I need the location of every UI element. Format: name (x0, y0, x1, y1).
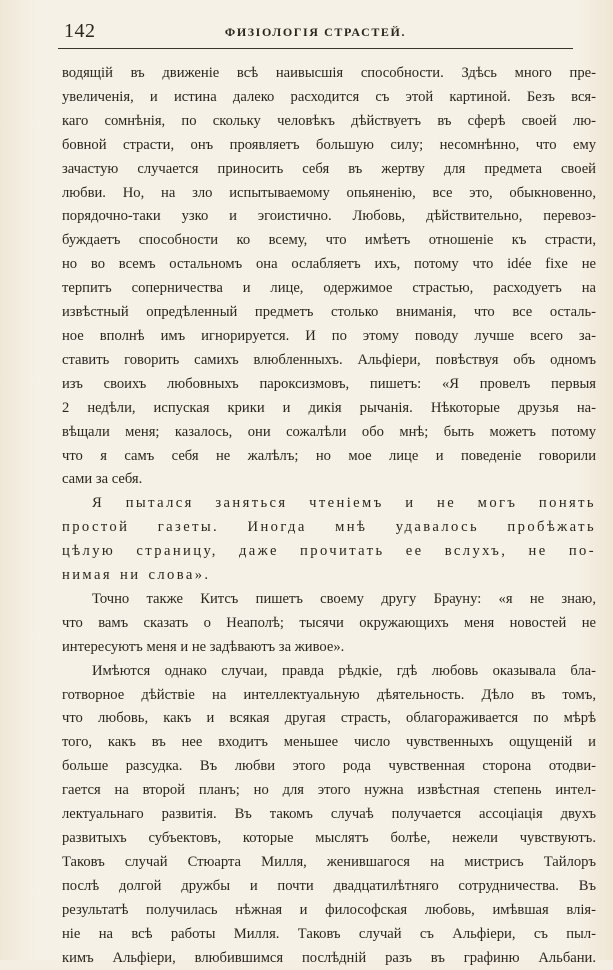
text-line: что вамъ сказать о Неаполѣ; тысячи окружающихъ меня новостей не (62, 614, 596, 631)
body-text (62, 62, 596, 970)
text-line: буждаетъ способности ко всему, что имѣетъ отношенiе къ страсти, (62, 232, 596, 249)
text-line: нiе на всѣ работы Милля. Таковъ случай съ Альфiери, съ пыл- (62, 925, 596, 942)
quote-line: Я пытался заняться чтенiемъ и не могъ понять (92, 495, 596, 512)
text-line: любви. Но, на зло испытываемому опьяненiю, все это, обыкновенно, (62, 184, 596, 201)
page-number: 142 (64, 20, 96, 42)
text-line: результатѣ получилась нѣжная и философская любовь, имѣвшая влiя- (62, 901, 596, 918)
quote-line: нимая ни слова». (62, 567, 211, 584)
text-line: развитыхъ субъектовъ, которые мыслятъ болѣе, нежели чувствуютъ. (62, 830, 596, 846)
text-line: бовной страсти, онъ проявляетъ большую силу; несомнѣнно, что ему (62, 136, 596, 153)
text-line: ставить говорить самихъ влюбленныхъ. Альфiери, повѣствуя объ одномъ (62, 351, 596, 368)
text-line: Имѣются однако случаи, правда рѣдкiе, гдѣ любовь оказывала бла- (92, 662, 596, 679)
text-line: готворное дѣйствiе на интеллектуальную дѣятельность. Дѣло въ томъ, (62, 686, 596, 703)
text-line: больше разсудка. Въ любви этого рода чувственная сторона отодви- (62, 758, 596, 775)
quote-line: цѣлую страницу, даже прочитать ее вслухъ, не по- (62, 543, 596, 560)
text-line: порядочно-таки узко и эгоистично. Любовь, дѣйствительно, перевоз- (62, 208, 596, 225)
text-line: сами за себя. (62, 471, 143, 488)
text-line: послѣ долгой дружбы и почти двадцатилѣтняго сотрудничества. Въ (62, 877, 596, 894)
text-line: водящiй въ движенiе всѣ наивысшiя способности. Здѣсь много пре- (62, 65, 596, 81)
text-line: Таковъ случай Стюарта Милля, женившагося на мистрисъ Тайлоръ (62, 853, 596, 870)
text-line: того, какъ въ нее входитъ меньшее число чувственныхъ ощущенiй и (62, 734, 596, 751)
text-line: зачастую случается приносить себя въ жертву для предмета своей (62, 160, 596, 177)
text-line: что я самъ себя не жалѣлъ; но мое лице и поведенiе говорили (62, 447, 596, 464)
text-line: терпитъ соперничества и лице, одержимое страстью, расходуетъ на (62, 280, 596, 297)
text-line: но во всемъ остальномъ она ослабляетъ ихъ, потому что idée fixe не (62, 256, 596, 273)
text-line: гается на второй планъ; но для этого нужна извѣстная степень интел- (62, 782, 596, 799)
quote-line: простой газеты. Иногда мнѣ удавалось пробѣжать (62, 519, 596, 536)
text-line: извѣстный опредѣленный предметъ столько вниманiя, что все осталь- (62, 304, 596, 321)
text-line: кимъ Альфiери, влюбившимся послѣднiй разъ въ графиню Альбани. (62, 949, 596, 966)
text-line: что любовь, какъ и всякая другая страсть, облагораживается по мѣрѣ (62, 710, 596, 727)
text-line: изъ своихъ любовныхъ пароксизмовъ, пишетъ: «Я провелъ первыя (62, 375, 596, 392)
text-line: интересуютъ меня и не задѣваютъ за живое». (62, 638, 345, 655)
text-line: Точно также Китсъ пишетъ своему другу Брауну: «я не знаю, (92, 590, 596, 607)
running-title: ФИЗIОЛОГIЯ СТРАСТЕЙ. (224, 25, 407, 39)
text-line: увеличенiя, и истина далеко расходится съ этой картиной. Безъ вся- (62, 88, 596, 105)
text-line: каго сомнѣнiя, по скольку человѣкъ дѣйствуетъ въ сферѣ своей лю- (62, 112, 596, 129)
page-header (58, 20, 573, 49)
text-line: вѣщали меня; казалось, они сожалѣли обо мнѣ; быть можетъ потому (62, 423, 596, 440)
text-line: лектуальнаго развитiя. Въ такомъ случаѣ получается ассоцiацiя двухъ (62, 806, 596, 823)
text-line: 2 недѣли, испуская крики и дикiя рычанiя. Нѣкоторые друзья на- (62, 399, 596, 416)
text-line: ное вполнѣ имъ игнорируется. И по этому поводу лучше всего за- (62, 327, 596, 344)
